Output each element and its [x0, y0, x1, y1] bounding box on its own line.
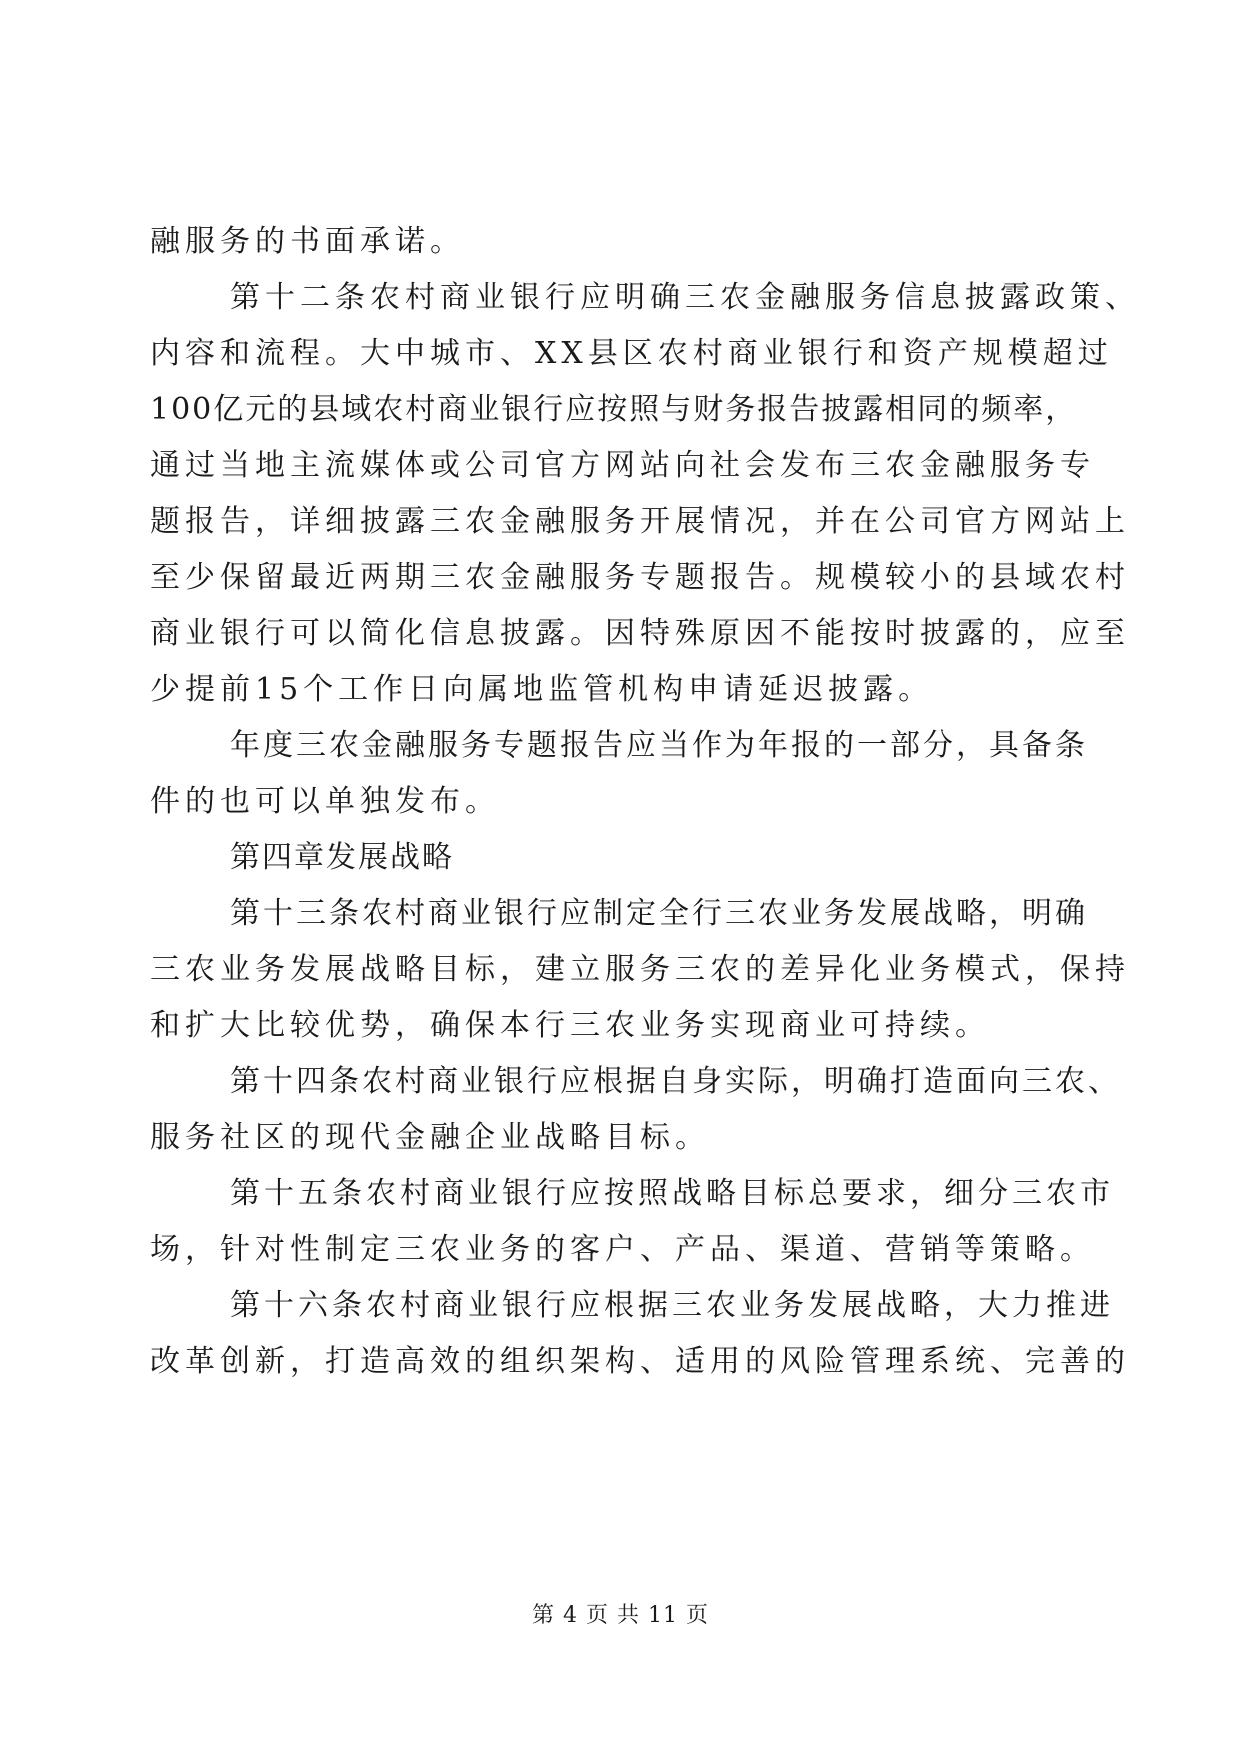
article-12-paragraph: 第十二条农村商业银行应明确三农金融服务信息披露政策、	[230, 280, 1140, 315]
article-15-paragraph: 第十五条农村商业银行应按照战略目标总要求，细分三农市	[230, 1176, 1114, 1211]
text-line: 至少保留最近两期三农金融服务专题报告。规模较小的县域农村	[150, 560, 1130, 595]
text-line: 场，针对性制定三农业务的客户、产品、渠道、营销等策略。	[150, 1232, 1095, 1267]
text-line: 和扩大比较优势，确保本行三农业务实现商业可持续。	[150, 1008, 990, 1043]
text-line: 改革创新，打造高效的组织架构、适用的风险管理系统、完善的	[150, 1344, 1130, 1379]
page-number-footer: 第 4 页 共 11 页	[532, 1603, 709, 1628]
text-line: 服务社区的现代金融企业战略目标。	[150, 1120, 710, 1155]
text-line: 通过当地主流媒体或公司官方网站向社会发布三农金融服务专	[150, 448, 1095, 483]
text-line: 商业银行可以简化信息披露。因特殊原因不能按时披露的，应至	[150, 616, 1130, 651]
article-14-paragraph: 第十四条农村商业银行应根据自身实际，明确打造面向三农、	[230, 1064, 1121, 1099]
text-line: 内容和流程。大中城市、XX县区农村商业银行和资产规模超过	[150, 336, 1113, 371]
text-line: 三农业务发展战略目标，建立服务三农的差异化业务模式，保持	[150, 952, 1130, 987]
text-line: 少提前15个工作日向属地监管机构申请延迟披露。	[150, 672, 934, 707]
text-line: 融服务的书面承诺。	[150, 224, 465, 259]
article-16-paragraph: 第十六条农村商业银行应根据三农业务发展战略，大力推进	[230, 1288, 1114, 1323]
annual-report-paragraph: 年度三农金融服务专题报告应当作为年报的一部分，具备条	[230, 728, 1088, 763]
article-13-paragraph: 第十三条农村商业银行应制定全行三农业务发展战略，明确	[230, 896, 1088, 931]
text-line: 件的也可以单独发布。	[150, 784, 500, 819]
chapter-heading: 第四章发展战略	[230, 840, 454, 875]
text-line: 题报告，详细披露三农金融服务开展情况，并在公司官方网站上	[150, 504, 1130, 539]
text-line: 100亿元的县域农村商业银行应按照与财务报告披露相同的频率，	[150, 392, 1078, 427]
